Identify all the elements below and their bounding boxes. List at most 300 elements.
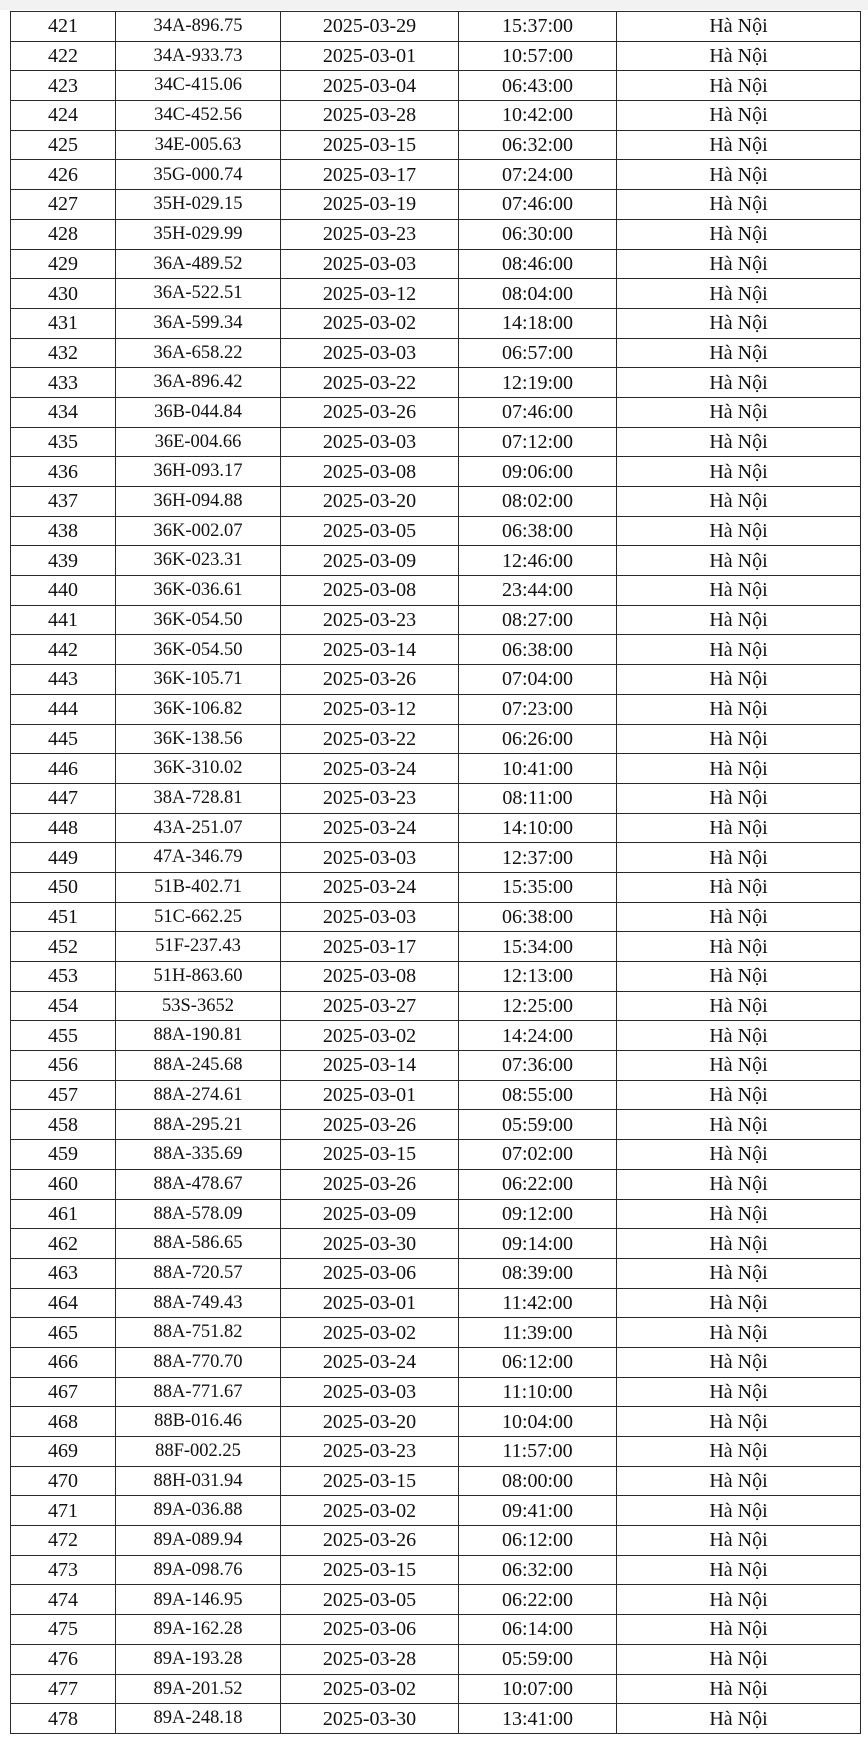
violation-date-cell: 2025-03-15 <box>281 1466 459 1496</box>
location-cell: Hà Nội <box>617 1199 861 1229</box>
violation-time-cell: 07:23:00 <box>459 694 617 724</box>
license-plate-cell: 36A-489.52 <box>116 249 281 279</box>
license-plate-cell: 88A-749.43 <box>116 1288 281 1318</box>
violation-date-cell: 2025-03-01 <box>281 1288 459 1318</box>
table-row <box>11 1377 861 1407</box>
table-row <box>11 279 861 309</box>
table-row <box>11 754 861 784</box>
table-row <box>11 576 861 606</box>
row-number-cell: 451 <box>11 902 116 932</box>
table-row <box>11 368 861 398</box>
table-row <box>11 932 861 962</box>
table-row <box>11 872 861 902</box>
violation-date-cell: 2025-03-14 <box>281 635 459 665</box>
location-cell: Hà Nội <box>617 249 861 279</box>
violation-time-cell: 12:19:00 <box>459 368 617 398</box>
table-row <box>11 1585 861 1615</box>
location-cell: Hà Nội <box>617 457 861 487</box>
row-number-cell: 471 <box>11 1496 116 1526</box>
license-plate-cell: 36K-138.56 <box>116 724 281 754</box>
row-number-cell: 429 <box>11 249 116 279</box>
location-cell: Hà Nội <box>617 1288 861 1318</box>
license-plate-cell: 36K-023.31 <box>116 546 281 576</box>
license-plate-cell: 34C-452.56 <box>116 101 281 131</box>
violation-date-cell: 2025-03-24 <box>281 1347 459 1377</box>
violation-time-cell: 14:10:00 <box>459 813 617 843</box>
row-number-cell: 466 <box>11 1347 116 1377</box>
license-plate-cell: 53S-3652 <box>116 991 281 1021</box>
license-plate-cell: 88A-586.65 <box>116 1229 281 1259</box>
row-number-cell: 456 <box>11 1051 116 1081</box>
table-row <box>11 1526 861 1556</box>
violations-table-container <box>10 11 860 1734</box>
violation-time-cell: 06:43:00 <box>459 71 617 101</box>
location-cell: Hà Nội <box>617 1466 861 1496</box>
table-row <box>11 41 861 71</box>
location-cell: Hà Nội <box>617 190 861 220</box>
violation-time-cell: 06:22:00 <box>459 1585 617 1615</box>
license-plate-cell: 36K-310.02 <box>116 754 281 784</box>
violation-date-cell: 2025-03-22 <box>281 724 459 754</box>
violation-time-cell: 11:10:00 <box>459 1377 617 1407</box>
row-number-cell: 455 <box>11 1021 116 1051</box>
row-number-cell: 465 <box>11 1318 116 1348</box>
license-plate-cell: 88A-578.09 <box>116 1199 281 1229</box>
row-number-cell: 475 <box>11 1615 116 1645</box>
location-cell: Hà Nội <box>617 1644 861 1674</box>
table-row <box>11 546 861 576</box>
row-number-cell: 452 <box>11 932 116 962</box>
violation-time-cell: 06:38:00 <box>459 902 617 932</box>
violation-time-cell: 07:24:00 <box>459 160 617 190</box>
violation-date-cell: 2025-03-09 <box>281 546 459 576</box>
violation-time-cell: 12:25:00 <box>459 991 617 1021</box>
table-row <box>11 1258 861 1288</box>
row-number-cell: 433 <box>11 368 116 398</box>
license-plate-cell: 36A-896.42 <box>116 368 281 398</box>
table-row <box>11 813 861 843</box>
row-number-cell: 470 <box>11 1466 116 1496</box>
license-plate-cell: 51C-662.25 <box>116 902 281 932</box>
violation-date-cell: 2025-03-03 <box>281 902 459 932</box>
violation-date-cell: 2025-03-02 <box>281 1021 459 1051</box>
violation-time-cell: 06:38:00 <box>459 635 617 665</box>
violation-date-cell: 2025-03-12 <box>281 694 459 724</box>
violation-date-cell: 2025-03-12 <box>281 279 459 309</box>
table-row <box>11 487 861 517</box>
violation-time-cell: 10:57:00 <box>459 41 617 71</box>
violation-time-cell: 06:32:00 <box>459 1555 617 1585</box>
location-cell: Hà Nội <box>617 1258 861 1288</box>
violation-time-cell: 09:06:00 <box>459 457 617 487</box>
license-plate-cell: 89A-193.28 <box>116 1644 281 1674</box>
row-number-cell: 447 <box>11 783 116 813</box>
violation-time-cell: 10:42:00 <box>459 101 617 131</box>
table-row <box>11 1347 861 1377</box>
violation-time-cell: 12:46:00 <box>459 546 617 576</box>
table-row <box>11 160 861 190</box>
violation-date-cell: 2025-03-08 <box>281 457 459 487</box>
violation-date-cell: 2025-03-06 <box>281 1258 459 1288</box>
license-plate-cell: 89A-248.18 <box>116 1704 281 1734</box>
table-row <box>11 338 861 368</box>
row-number-cell: 467 <box>11 1377 116 1407</box>
violation-time-cell: 06:22:00 <box>459 1169 617 1199</box>
violation-time-cell: 07:04:00 <box>459 665 617 695</box>
license-plate-cell: 36A-522.51 <box>116 279 281 309</box>
location-cell: Hà Nội <box>617 397 861 427</box>
row-number-cell: 453 <box>11 962 116 992</box>
location-cell: Hà Nội <box>617 1229 861 1259</box>
license-plate-cell: 35H-029.15 <box>116 190 281 220</box>
location-cell: Hà Nội <box>617 1347 861 1377</box>
table-row <box>11 1229 861 1259</box>
location-cell: Hà Nội <box>617 665 861 695</box>
violation-time-cell: 09:12:00 <box>459 1199 617 1229</box>
license-plate-cell: 51F-237.43 <box>116 932 281 962</box>
license-plate-cell: 51B-402.71 <box>116 872 281 902</box>
license-plate-cell: 88A-478.67 <box>116 1169 281 1199</box>
violation-date-cell: 2025-03-27 <box>281 991 459 1021</box>
violation-date-cell: 2025-03-28 <box>281 101 459 131</box>
license-plate-cell: 36A-658.22 <box>116 338 281 368</box>
location-cell: Hà Nội <box>617 1674 861 1704</box>
location-cell: Hà Nội <box>617 872 861 902</box>
row-number-cell: 432 <box>11 338 116 368</box>
violation-date-cell: 2025-03-08 <box>281 576 459 606</box>
violation-date-cell: 2025-03-03 <box>281 427 459 457</box>
violation-date-cell: 2025-03-01 <box>281 41 459 71</box>
violation-date-cell: 2025-03-02 <box>281 1318 459 1348</box>
violation-date-cell: 2025-03-26 <box>281 1110 459 1140</box>
violation-date-cell: 2025-03-14 <box>281 1051 459 1081</box>
violation-date-cell: 2025-03-26 <box>281 665 459 695</box>
location-cell: Hà Nội <box>617 1555 861 1585</box>
violation-date-cell: 2025-03-17 <box>281 160 459 190</box>
table-row <box>11 71 861 101</box>
violation-time-cell: 06:32:00 <box>459 130 617 160</box>
violation-time-cell: 08:55:00 <box>459 1080 617 1110</box>
violation-time-cell: 08:27:00 <box>459 605 617 635</box>
row-number-cell: 459 <box>11 1140 116 1170</box>
location-cell: Hà Nội <box>617 576 861 606</box>
table-row <box>11 1110 861 1140</box>
location-cell: Hà Nội <box>617 902 861 932</box>
violation-time-cell: 07:46:00 <box>459 397 617 427</box>
violation-date-cell: 2025-03-26 <box>281 1526 459 1556</box>
location-cell: Hà Nội <box>617 1526 861 1556</box>
license-plate-cell: 89A-036.88 <box>116 1496 281 1526</box>
table-row <box>11 1555 861 1585</box>
violations-table <box>10 11 861 1734</box>
violation-time-cell: 05:59:00 <box>459 1110 617 1140</box>
row-number-cell: 448 <box>11 813 116 843</box>
violation-time-cell: 10:07:00 <box>459 1674 617 1704</box>
violation-date-cell: 2025-03-08 <box>281 962 459 992</box>
row-number-cell: 478 <box>11 1704 116 1734</box>
location-cell: Hà Nội <box>617 1377 861 1407</box>
location-cell: Hà Nội <box>617 932 861 962</box>
location-cell: Hà Nội <box>617 694 861 724</box>
row-number-cell: 463 <box>11 1258 116 1288</box>
table-row <box>11 1169 861 1199</box>
row-number-cell: 449 <box>11 843 116 873</box>
violation-time-cell: 10:04:00 <box>459 1407 617 1437</box>
violation-date-cell: 2025-03-22 <box>281 368 459 398</box>
table-row <box>11 249 861 279</box>
license-plate-cell: 89A-162.28 <box>116 1615 281 1645</box>
violation-time-cell: 14:18:00 <box>459 308 617 338</box>
location-cell: Hà Nội <box>617 813 861 843</box>
license-plate-cell: 88A-295.21 <box>116 1110 281 1140</box>
violation-date-cell: 2025-03-24 <box>281 754 459 784</box>
table-row <box>11 962 861 992</box>
violation-time-cell: 06:12:00 <box>459 1526 617 1556</box>
license-plate-cell: 36H-093.17 <box>116 457 281 487</box>
violation-time-cell: 09:41:00 <box>459 1496 617 1526</box>
violation-date-cell: 2025-03-15 <box>281 1555 459 1585</box>
location-cell: Hà Nội <box>617 41 861 71</box>
location-cell: Hà Nội <box>617 160 861 190</box>
row-number-cell: 441 <box>11 605 116 635</box>
violation-date-cell: 2025-03-26 <box>281 397 459 427</box>
row-number-cell: 468 <box>11 1407 116 1437</box>
table-row <box>11 1615 861 1645</box>
location-cell: Hà Nội <box>617 1080 861 1110</box>
violation-date-cell: 2025-03-19 <box>281 190 459 220</box>
table-row <box>11 308 861 338</box>
license-plate-cell: 89A-201.52 <box>116 1674 281 1704</box>
table-row <box>11 427 861 457</box>
table-row <box>11 1288 861 1318</box>
row-number-cell: 439 <box>11 546 116 576</box>
violation-date-cell: 2025-03-17 <box>281 932 459 962</box>
row-number-cell: 458 <box>11 1110 116 1140</box>
location-cell: Hà Nội <box>617 1585 861 1615</box>
row-number-cell: 437 <box>11 487 116 517</box>
violation-time-cell: 07:36:00 <box>459 1051 617 1081</box>
row-number-cell: 421 <box>11 12 116 42</box>
location-cell: Hà Nội <box>617 1407 861 1437</box>
row-number-cell: 423 <box>11 71 116 101</box>
violation-time-cell: 05:59:00 <box>459 1644 617 1674</box>
license-plate-cell: 36K-036.61 <box>116 576 281 606</box>
license-plate-cell: 88A-770.70 <box>116 1347 281 1377</box>
row-number-cell: 477 <box>11 1674 116 1704</box>
license-plate-cell: 35G-000.74 <box>116 160 281 190</box>
license-plate-cell: 34C-415.06 <box>116 71 281 101</box>
table-row <box>11 1644 861 1674</box>
table-row <box>11 665 861 695</box>
violation-time-cell: 13:41:00 <box>459 1704 617 1734</box>
table-row <box>11 1496 861 1526</box>
row-number-cell: 436 <box>11 457 116 487</box>
violation-time-cell: 06:14:00 <box>459 1615 617 1645</box>
violation-date-cell: 2025-03-20 <box>281 487 459 517</box>
license-plate-cell: 35H-029.99 <box>116 219 281 249</box>
license-plate-cell: 38A-728.81 <box>116 783 281 813</box>
violation-time-cell: 06:38:00 <box>459 516 617 546</box>
license-plate-cell: 36K-105.71 <box>116 665 281 695</box>
license-plate-cell: 36K-054.50 <box>116 605 281 635</box>
row-number-cell: 446 <box>11 754 116 784</box>
location-cell: Hà Nội <box>617 219 861 249</box>
location-cell: Hà Nội <box>617 1704 861 1734</box>
violation-date-cell: 2025-03-28 <box>281 1644 459 1674</box>
violation-date-cell: 2025-03-02 <box>281 1674 459 1704</box>
location-cell: Hà Nội <box>617 101 861 131</box>
table-row <box>11 605 861 635</box>
row-number-cell: 462 <box>11 1229 116 1259</box>
violation-time-cell: 15:34:00 <box>459 932 617 962</box>
table-row <box>11 1318 861 1348</box>
row-number-cell: 473 <box>11 1555 116 1585</box>
violation-date-cell: 2025-03-23 <box>281 219 459 249</box>
row-number-cell: 426 <box>11 160 116 190</box>
license-plate-cell: 88F-002.25 <box>116 1437 281 1467</box>
location-cell: Hà Nội <box>617 783 861 813</box>
violation-date-cell: 2025-03-02 <box>281 1496 459 1526</box>
table-row <box>11 101 861 131</box>
table-row <box>11 1674 861 1704</box>
row-number-cell: 444 <box>11 694 116 724</box>
table-row <box>11 1080 861 1110</box>
license-plate-cell: 36K-106.82 <box>116 694 281 724</box>
license-plate-cell: 88A-190.81 <box>116 1021 281 1051</box>
row-number-cell: 428 <box>11 219 116 249</box>
violation-date-cell: 2025-03-20 <box>281 1407 459 1437</box>
table-row <box>11 694 861 724</box>
location-cell: Hà Nội <box>617 1021 861 1051</box>
row-number-cell: 469 <box>11 1437 116 1467</box>
violation-date-cell: 2025-03-30 <box>281 1704 459 1734</box>
license-plate-cell: 89A-146.95 <box>116 1585 281 1615</box>
violation-date-cell: 2025-03-15 <box>281 1140 459 1170</box>
license-plate-cell: 88A-771.67 <box>116 1377 281 1407</box>
violation-date-cell: 2025-03-01 <box>281 1080 459 1110</box>
location-cell: Hà Nội <box>617 71 861 101</box>
violation-time-cell: 11:42:00 <box>459 1288 617 1318</box>
license-plate-cell: 88A-274.61 <box>116 1080 281 1110</box>
violation-time-cell: 15:37:00 <box>459 12 617 42</box>
violation-time-cell: 06:30:00 <box>459 219 617 249</box>
table-row <box>11 1466 861 1496</box>
row-number-cell: 445 <box>11 724 116 754</box>
violation-time-cell: 07:12:00 <box>459 427 617 457</box>
table-row <box>11 724 861 754</box>
violation-date-cell: 2025-03-23 <box>281 1437 459 1467</box>
violation-date-cell: 2025-03-29 <box>281 12 459 42</box>
row-number-cell: 460 <box>11 1169 116 1199</box>
violation-date-cell: 2025-03-15 <box>281 130 459 160</box>
license-plate-cell: 36K-054.50 <box>116 635 281 665</box>
table-body <box>11 12 861 1734</box>
location-cell: Hà Nội <box>617 843 861 873</box>
table-row <box>11 1704 861 1734</box>
violation-date-cell: 2025-03-24 <box>281 872 459 902</box>
license-plate-cell: 88A-335.69 <box>116 1140 281 1170</box>
row-number-cell: 443 <box>11 665 116 695</box>
license-plate-cell: 34E-005.63 <box>116 130 281 160</box>
row-number-cell: 457 <box>11 1080 116 1110</box>
license-plate-cell: 36B-044.84 <box>116 397 281 427</box>
row-number-cell: 422 <box>11 41 116 71</box>
violation-date-cell: 2025-03-23 <box>281 783 459 813</box>
location-cell: Hà Nội <box>617 308 861 338</box>
violation-time-cell: 23:44:00 <box>459 576 617 606</box>
violation-date-cell: 2025-03-30 <box>281 1229 459 1259</box>
violation-time-cell: 06:26:00 <box>459 724 617 754</box>
table-row <box>11 397 861 427</box>
violation-time-cell: 12:13:00 <box>459 962 617 992</box>
violation-time-cell: 08:00:00 <box>459 1466 617 1496</box>
license-plate-cell: 36E-004.66 <box>116 427 281 457</box>
row-number-cell: 454 <box>11 991 116 1021</box>
violation-date-cell: 2025-03-09 <box>281 1199 459 1229</box>
license-plate-cell: 88A-720.57 <box>116 1258 281 1288</box>
location-cell: Hà Nội <box>617 368 861 398</box>
row-number-cell: 474 <box>11 1585 116 1615</box>
violation-date-cell: 2025-03-26 <box>281 1169 459 1199</box>
violation-time-cell: 11:39:00 <box>459 1318 617 1348</box>
violation-date-cell: 2025-03-04 <box>281 71 459 101</box>
table-row <box>11 457 861 487</box>
row-number-cell: 424 <box>11 101 116 131</box>
row-number-cell: 435 <box>11 427 116 457</box>
table-row <box>11 219 861 249</box>
violation-time-cell: 11:57:00 <box>459 1437 617 1467</box>
violation-time-cell: 08:11:00 <box>459 783 617 813</box>
location-cell: Hà Nội <box>617 1051 861 1081</box>
row-number-cell: 476 <box>11 1644 116 1674</box>
row-number-cell: 440 <box>11 576 116 606</box>
location-cell: Hà Nội <box>617 635 861 665</box>
table-row <box>11 12 861 42</box>
table-row <box>11 190 861 220</box>
row-number-cell: 461 <box>11 1199 116 1229</box>
location-cell: Hà Nội <box>617 1496 861 1526</box>
table-row <box>11 783 861 813</box>
violation-time-cell: 08:46:00 <box>459 249 617 279</box>
location-cell: Hà Nội <box>617 991 861 1021</box>
location-cell: Hà Nội <box>617 546 861 576</box>
location-cell: Hà Nội <box>617 338 861 368</box>
location-cell: Hà Nội <box>617 724 861 754</box>
license-plate-cell: 43A-251.07 <box>116 813 281 843</box>
table-row <box>11 130 861 160</box>
location-cell: Hà Nội <box>617 754 861 784</box>
table-row <box>11 1199 861 1229</box>
violation-time-cell: 12:37:00 <box>459 843 617 873</box>
table-row <box>11 991 861 1021</box>
violation-time-cell: 08:04:00 <box>459 279 617 309</box>
top-edge-strip <box>0 0 868 10</box>
violation-time-cell: 07:02:00 <box>459 1140 617 1170</box>
row-number-cell: 425 <box>11 130 116 160</box>
table-row <box>11 635 861 665</box>
violation-time-cell: 15:35:00 <box>459 872 617 902</box>
row-number-cell: 434 <box>11 397 116 427</box>
violation-date-cell: 2025-03-03 <box>281 843 459 873</box>
table-row <box>11 1021 861 1051</box>
violation-date-cell: 2025-03-02 <box>281 308 459 338</box>
row-number-cell: 472 <box>11 1526 116 1556</box>
violation-time-cell: 08:02:00 <box>459 487 617 517</box>
violation-date-cell: 2025-03-03 <box>281 338 459 368</box>
violation-date-cell: 2025-03-06 <box>281 1615 459 1645</box>
license-plate-cell: 36K-002.07 <box>116 516 281 546</box>
license-plate-cell: 88B-016.46 <box>116 1407 281 1437</box>
